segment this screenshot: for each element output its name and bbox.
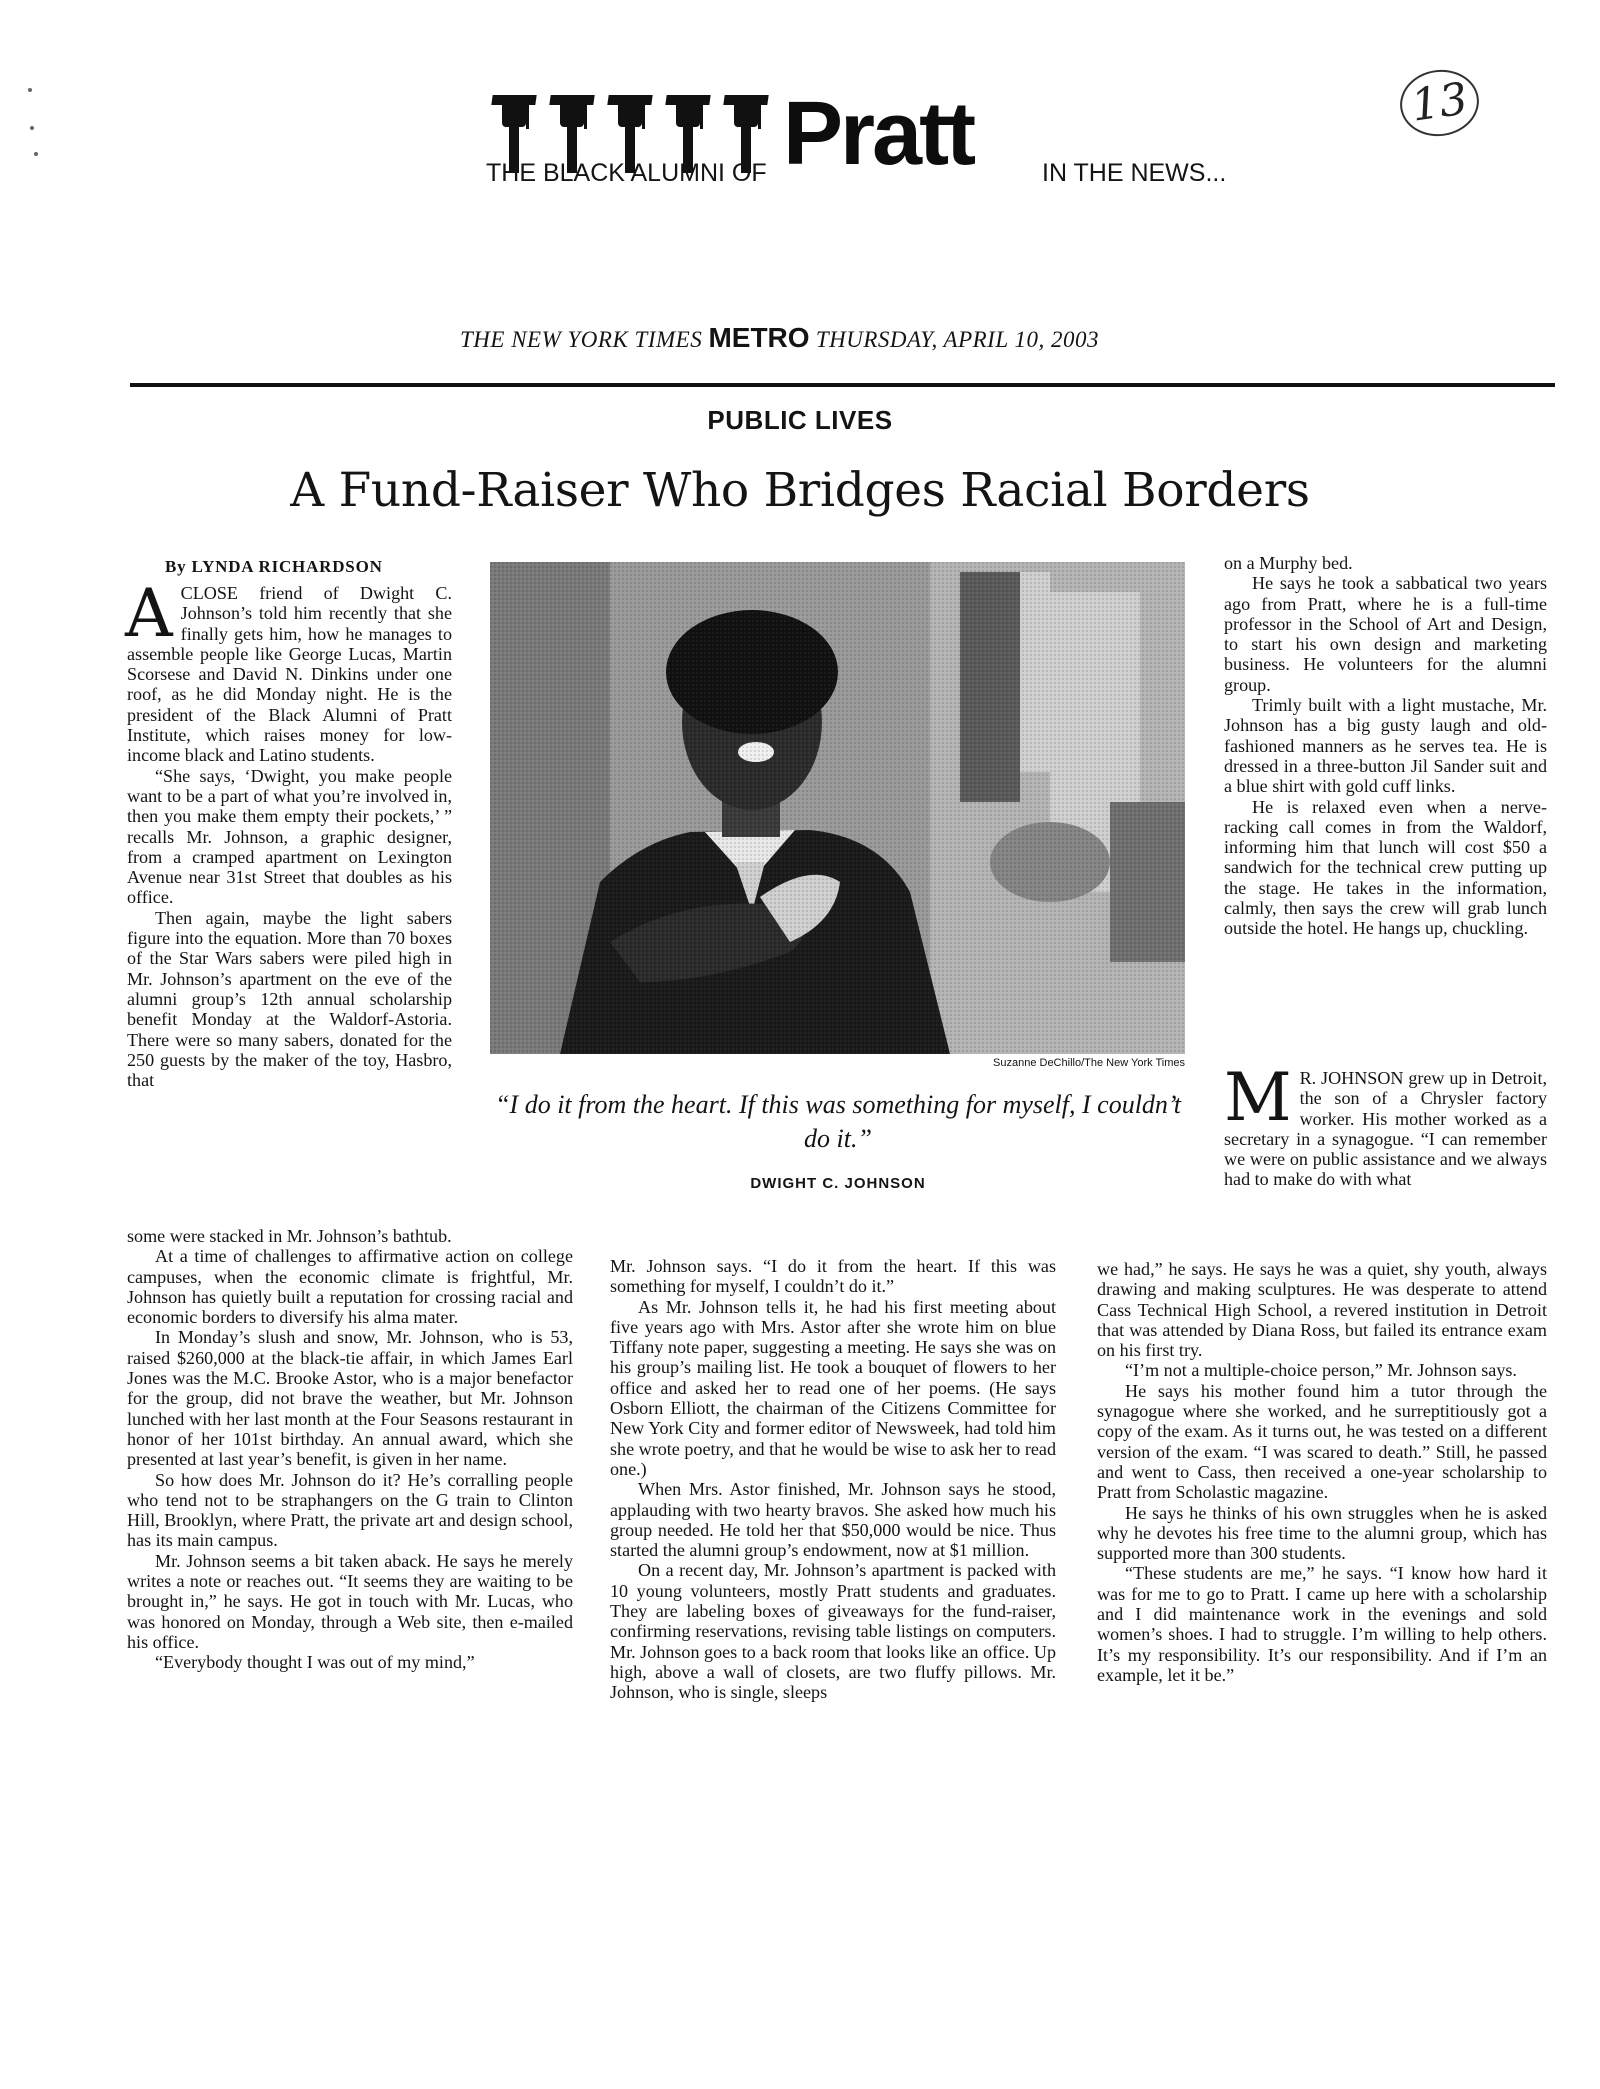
article-column-1-lower — [127, 1226, 573, 1673]
pull-quote-attribution: DWIGHT C. JOHNSON — [750, 1175, 926, 1192]
paragraph: “These students are me,” he says. “I know how hard it was for me to go to Pratt. I came up here with a scholarship and I did maintenance work in the evenings and sold women’s shoes. I had to struggle. I’m willing to help others. It’s my responsibility. It’s our responsibility. And if I’m an example, let it be.” — [1097, 1563, 1547, 1685]
dateline — [460, 322, 1099, 354]
paragraph: In Monday’s slush and snow, Mr. Johnson, who is 53, raised $260,000 at the black-tie affair, in which James Earl Jones was the M.C. Brooke Astor, who is a major benefactor for the group, did not brave the weather, but Mr. Johnson lunched with her last month at the Four Seasons restaurant in honor of her 101st birthday. An annual award, which she presented at last year’s benefit, is given in her name. — [127, 1327, 573, 1470]
paragraph: When Mrs. Astor finished, Mr. Johnson says he stood, applauding with two hearty bravos. She asked how much his group needed. He told her that $50,000 would be nice. Thus started the alumni group’s endowment, now at $1 million. — [610, 1479, 1056, 1561]
paragraph: Mr. Johnson says. “I do it from the heart. If this was something for myself, I couldn’t do it.” — [610, 1256, 1056, 1297]
paragraph: Mr. Johnson seems a bit taken aback. He says he merely writes a note or reaches out. “It seems they are waiting to be brought in,” he says. He got in touch with Mr. Lucas, who was honored on Monday, through a Web site, then e-mailed his office. — [127, 1550, 573, 1652]
paragraph: At a time of challenges to affirmative action on college campuses, when the economic climate is frightful, Mr. Johnson has quietly built a reputation for crossing racial and economic borders to diversify his alma mater. — [127, 1246, 573, 1328]
paragraph: some were stacked in Mr. Johnson’s bathtub. — [127, 1226, 452, 1246]
article-column-3-lower — [1097, 1259, 1547, 1685]
dropcap: M — [1224, 1059, 1292, 1136]
dateline-paper: THE NEW YORK TIMES — [460, 327, 703, 352]
paragraph: He says his mother found him a tutor through the synagogue where she worked, and he surreptitiously got a copy of the exam. As it turns out, he was tested on a different version of the exam. “I was scared to death.” Still, he passed and went to Cass, then received a one-year scholarship to Pratt from Scholastic magazine. — [1097, 1380, 1547, 1503]
paragraph: R. JOHNSON grew up in Detroit, the son of a Chrysler factory worker. His mother worked as a secretary in a synagogue. “I can remember we were on public assistance and we always had to make do with what — [1224, 1068, 1547, 1190]
scan-speck — [30, 126, 34, 130]
article-column-2 — [610, 1256, 1056, 1703]
dropcap: A — [125, 575, 173, 652]
paragraph: So how does Mr. Johnson do it? He’s corralling people who tend not to be straphangers on the G train to Clinton Hill, Brooklyn, where Pratt, the private art and design school, has its main campus. — [127, 1469, 573, 1551]
paragraph: “I’m not a multiple-choice person,” Mr. Johnson says. — [1125, 1360, 1517, 1381]
byline: By LYNDA RICHARDSON — [165, 557, 383, 576]
photo-graphic — [490, 562, 1185, 1054]
paragraph: He says he thinks of his own struggles when he is asked why he devotes his free time to the alumni group, which has supported more than 300 students. — [1097, 1502, 1547, 1564]
photo-credit: Suzanne DeChillo/The New York Times — [993, 1057, 1185, 1069]
article-column-3 — [1224, 553, 1547, 939]
headline: A Fund-Raiser Who Bridges Racial Borders — [290, 463, 1310, 518]
dateline-date: THURSDAY, APRIL 10, 2003 — [815, 327, 1099, 352]
scan-speck — [34, 152, 38, 156]
dateline-section: METRO — [708, 322, 810, 353]
section-kicker: PUBLIC LIVES — [707, 405, 893, 435]
logo-wordmark: Pratt — [783, 84, 974, 184]
pratt-logo — [486, 84, 1227, 200]
paragraph: As Mr. Johnson tells it, he had his first meeting about five years ago with Mrs. Astor after she wrote him on blue Tiffany note paper, suggesting a meeting. He says she was on his group’s mailing list. He took a bouquet of flowers to her office and asked her to read one of her poems. (He says Osborn Elliott, the chairman of the Citizens Committee for New York City and former editor of Newsweek, had told him she wrote poetry, and that he would be wise to ask her to read one.) — [610, 1296, 1057, 1479]
paragraph: Trimly built with a light mustache, Mr. Johnson has a big gusty laugh and old-fashioned manners as he serves tea. He is dressed in a three-button Jil Sander suit and a blue shirt with gold cuff links. — [1224, 695, 1547, 797]
paragraph: “Everybody thought I was out of my mind,” — [155, 1652, 475, 1673]
pull-quote: “I do it from the heart. If this was something for myself, I couldn’t do it.” — [495, 1090, 1181, 1153]
paragraph: On a recent day, Mr. Johnson’s apartment is packed with 10 young volunteers, mostly Pratt students and graduates. They are labeling boxes of giveaways for the fund-raiser, confirming reservations, revising table listings on computers. Mr. Johnson goes to a back room that looks like an office. Up high, above a wall of closets, are two fluffy pillows. Mr. Johnson, who is single, sleeps — [610, 1560, 1056, 1703]
logo-left-text: THE BLACK ALUMNI OF — [486, 159, 767, 187]
paragraph: “She says, ‘Dwight, you make people want to be a part of what you’re involved in, then you make them empty their pockets,’ ” recalls Mr. Johnson, a graphic designer, from a cramped apartment on Lexington Avenue near 31st Street that doubles as his office. — [127, 765, 452, 908]
paragraph: we had,” he says. He says he was a quiet, shy youth, always drawing and making sculptures. He was desperate to attend Cass Technical High School, a revered institution in Detroit that was attended by Diana Ross, but failed its entrance exam on his first try. — [1097, 1259, 1547, 1361]
article-column-3-section — [1224, 1059, 1547, 1190]
article-column-1 — [125, 575, 452, 1091]
page-number-mark: 13 — [1396, 65, 1483, 141]
header-rule — [130, 383, 1555, 387]
paragraph: He says he took a sabbatical two years ago from Pratt, where he is a full-time professor in the School of Art and Design, to start his own design and marketing business. He volunteers for the alumni group. — [1224, 573, 1547, 695]
paragraph: He is relaxed even when a nerve-racking call comes in from the Waldorf, informing him that lunch will cost $50 a sandwich for the technical crew putting up the stage. He takes in the information, calmly, then says the crew will grab lunch outside the hotel. He hangs up, chuckling. — [1224, 796, 1547, 939]
logo-right-text: IN THE NEWS... — [1042, 159, 1227, 187]
paragraph: Then again, maybe the light sabers figure into the equation. More than 70 boxes of the Star Wars sabers were piled high in Mr. Johnson’s apartment on the eve of the alumni group’s 12th annual scholarship benefit Monday at the Waldorf-Astoria. There were so many sabers, donated for the 250 guests by the maker of the toy, Hasbro, that — [127, 907, 452, 1091]
paragraph: CLOSE friend of Dwight C. Johnson’s told him recently that she finally gets him, how he manages to assemble people like George Lucas, Martin Scorsese and David N. Dinkins under one roof, as he did Monday night. He is the president of the Black Alumni of Pratt Institute, which raises money for low-income black and Latino students. — [127, 583, 452, 766]
portrait-photo — [490, 562, 1185, 1054]
paragraph: on a Murphy bed. — [1224, 553, 1353, 573]
scan-speck — [28, 88, 32, 92]
